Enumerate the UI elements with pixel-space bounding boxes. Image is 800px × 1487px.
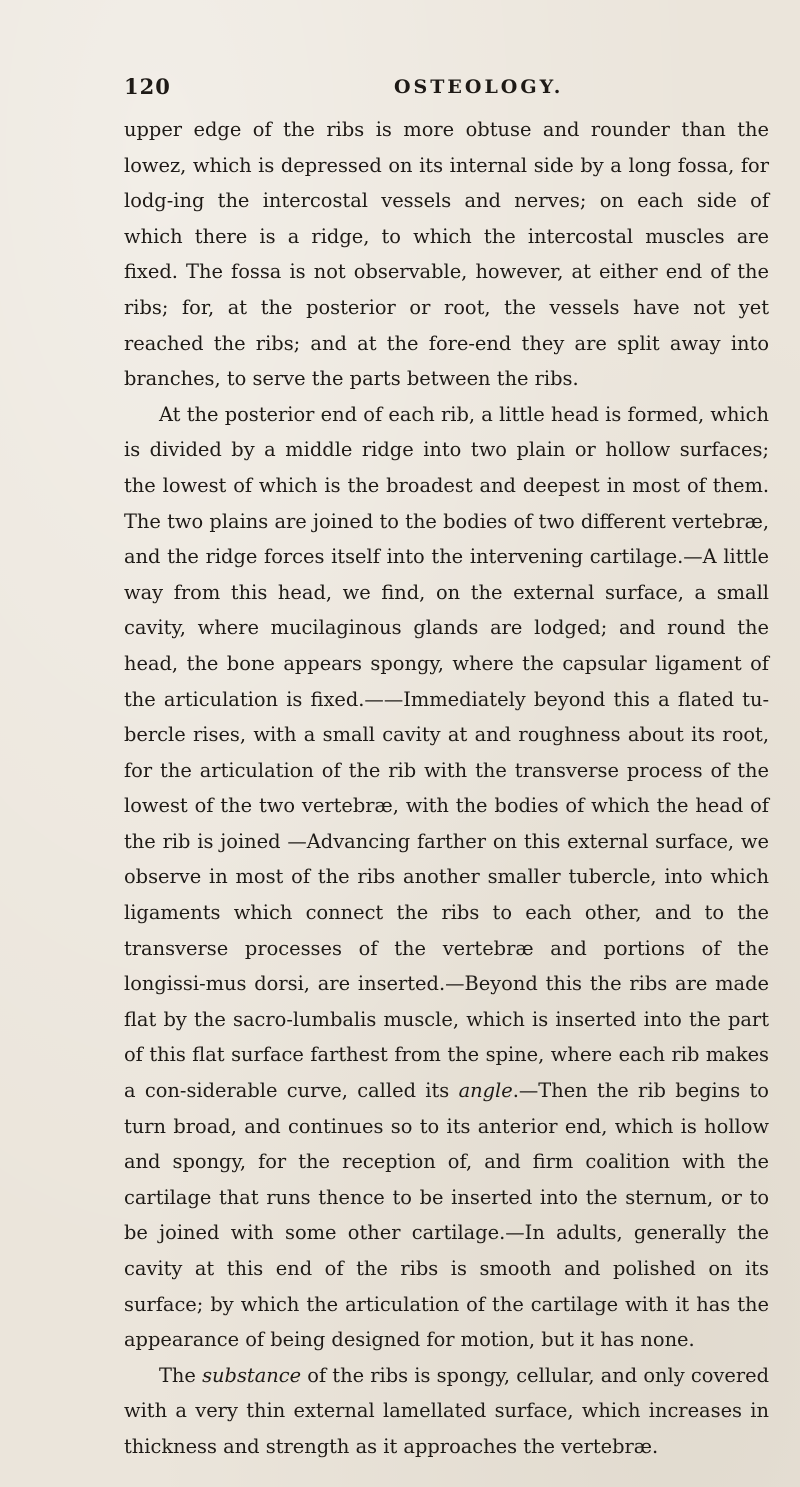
paragraph-2-text-b: .—Then the rib begins to turn broad, and continues so to its anterior end, which is hollow and spongy, for the reception of, and firm coalition with the cartilage that runs thence to be inserted into the sternum, or to be joined with some other cartilage.—In adults, generally the cavity at this end of the ribs is smooth and polished on its surface; by which the articulation of the cartilage with it has the appearance of being designed for motion, but it has none. [124, 1079, 769, 1352]
paragraph-3-italic-term: substance [202, 1363, 302, 1387]
paragraph-2-text-a: At the posterior end of each rib, a little head is formed, which is divided by a middle ridge into two plain or hollow surfaces; the lowest of which is the broadest and deepest in most of them. The two plains are joined to the bodies of two different vertebræ, and the ridge forces itself into the intervening cartilage.—A little way from this head, we find, on the external surface, a small cavity, where mucilaginous glands are lodged; and round the head, the bone appears spongy, where the capsular ligament of the articulation is fixed.——Immediately beyond this a flated tu-bercle rises, with a small cavity at and roughness about its root, for the articulation of the rib with the transverse process of the lowest of the two vertebræ, with the bodies of which the head of the rib is joined —Advancing farther on this external surface, we observe in most of the ribs another smaller tubercle, into which ligaments which connect the ribs to each other, and to the transverse processes of the vertebræ and portions of the longissi-mus dorsi, are inserted.—Beyond this the ribs are made flat by the sacro-lumbalis muscle, which is inserted into the part of this flat surface farthest from the spine, where each rib makes a con-siderable curve, called its [124, 402, 769, 1103]
paragraph-3-text-a: The [159, 1363, 196, 1387]
paragraph-1 [124, 112, 769, 397]
page-header [124, 74, 760, 108]
paragraph-3 [124, 1358, 769, 1465]
running-head: OSTEOLOGY. [394, 76, 564, 98]
paragraph-2-italic-term: angle [458, 1079, 513, 1103]
paragraph-1-text: upper edge of the ribs is more obtuse and rounder than the lowez, which is depressed on its internal side by a long fossa, for lodg-ing the intercostal vessels and nerves; on each side of which there is a ridge, to which the intercostal muscles are fixed. The fossa is not observable, however, at either end of the ribs; for, at the posterior or root, the vessels have not yet reached the ribs; and at the fore-end they are split away into branches, to serve the parts between the ribs. [124, 118, 769, 391]
paragraph-2 [124, 397, 769, 1358]
page-number: 120 [124, 74, 171, 99]
body-text [124, 112, 769, 1465]
paragraph-3-text-b: of the ribs is spongy, cellular, and only covered with a very thin external lamellated surface, which increases in thickness and strength as it approaches the vertebræ. [124, 1363, 769, 1458]
